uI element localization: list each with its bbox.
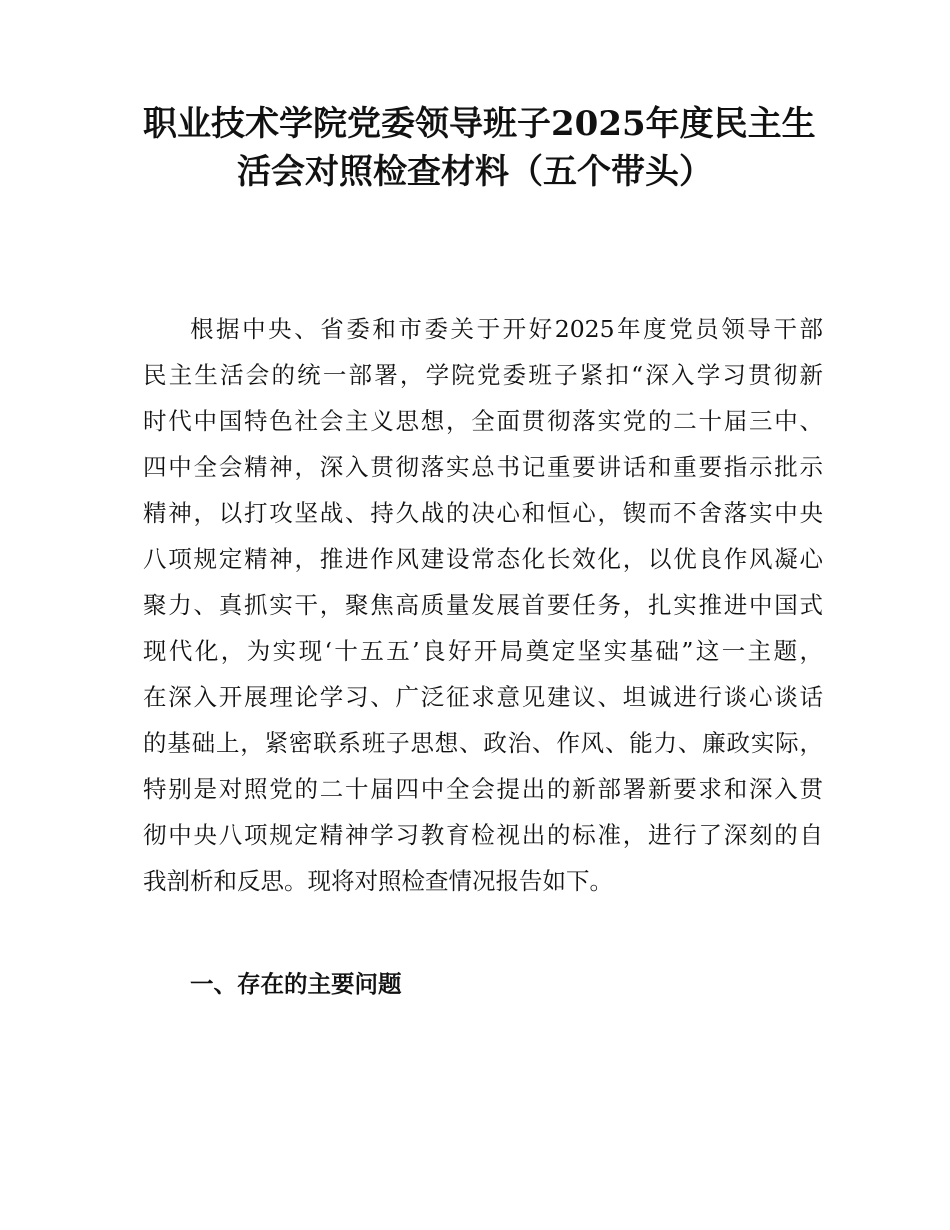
paragraph-line: 特别是对照党的二十届四中全会提出的新部署新要求和深入贯 [143,775,823,803]
paragraph-line: 四中全会精神，深入贯彻落实总书记重要讲话和重要指示批示 [143,453,823,481]
paragraph-line: 时代中国特色社会主义思想，全面贯彻落实党的二十届三中、 [143,407,823,435]
paragraph-line: 八项规定精神，推进作风建设常态化长效化，以优良作风凝心 [143,545,823,573]
paragraph-line: 民主生活会的统一部署，学院党委班子紧扣“深入学习贯彻新 [143,361,823,389]
paragraph-line: 彻中央八项规定精神学习教育检视出的标准，进行了深刻的自 [143,821,823,849]
paragraph-line: 现代化，为实现‘十五五’良好开局奠定坚实基础”这一主题， [143,637,823,665]
document-title-line-1: 职业技术学院党委领导班子2025年度民主生 [143,104,816,144]
paragraph-line: 根据中央、省委和市委关于开好2025年度党员领导干部 [190,315,823,343]
paragraph-line: 在深入开展理论学习、广泛征求意见建议、坦诚进行谈心谈话 [143,683,823,711]
body-paragraph [143,306,823,904]
section-heading: 一、存在的主要问题 [190,970,402,998]
paragraph-line: 精神，以打攻坚战、持久战的决心和恒心，锲而不舍落实中央 [143,499,823,527]
paragraph-line: 聚力、真抓实干，聚焦高质量发展首要任务，扎实推进中国式 [143,591,823,619]
document-title-line-2: 活会对照检查材料（五个带头） [237,152,713,192]
paragraph-line: 的基础上，紧密联系班子思想、政治、作风、能力、廉政实际， [143,729,823,757]
paragraph-line: 我剖析和反思。现将对照检查情况报告如下。 [143,867,613,895]
